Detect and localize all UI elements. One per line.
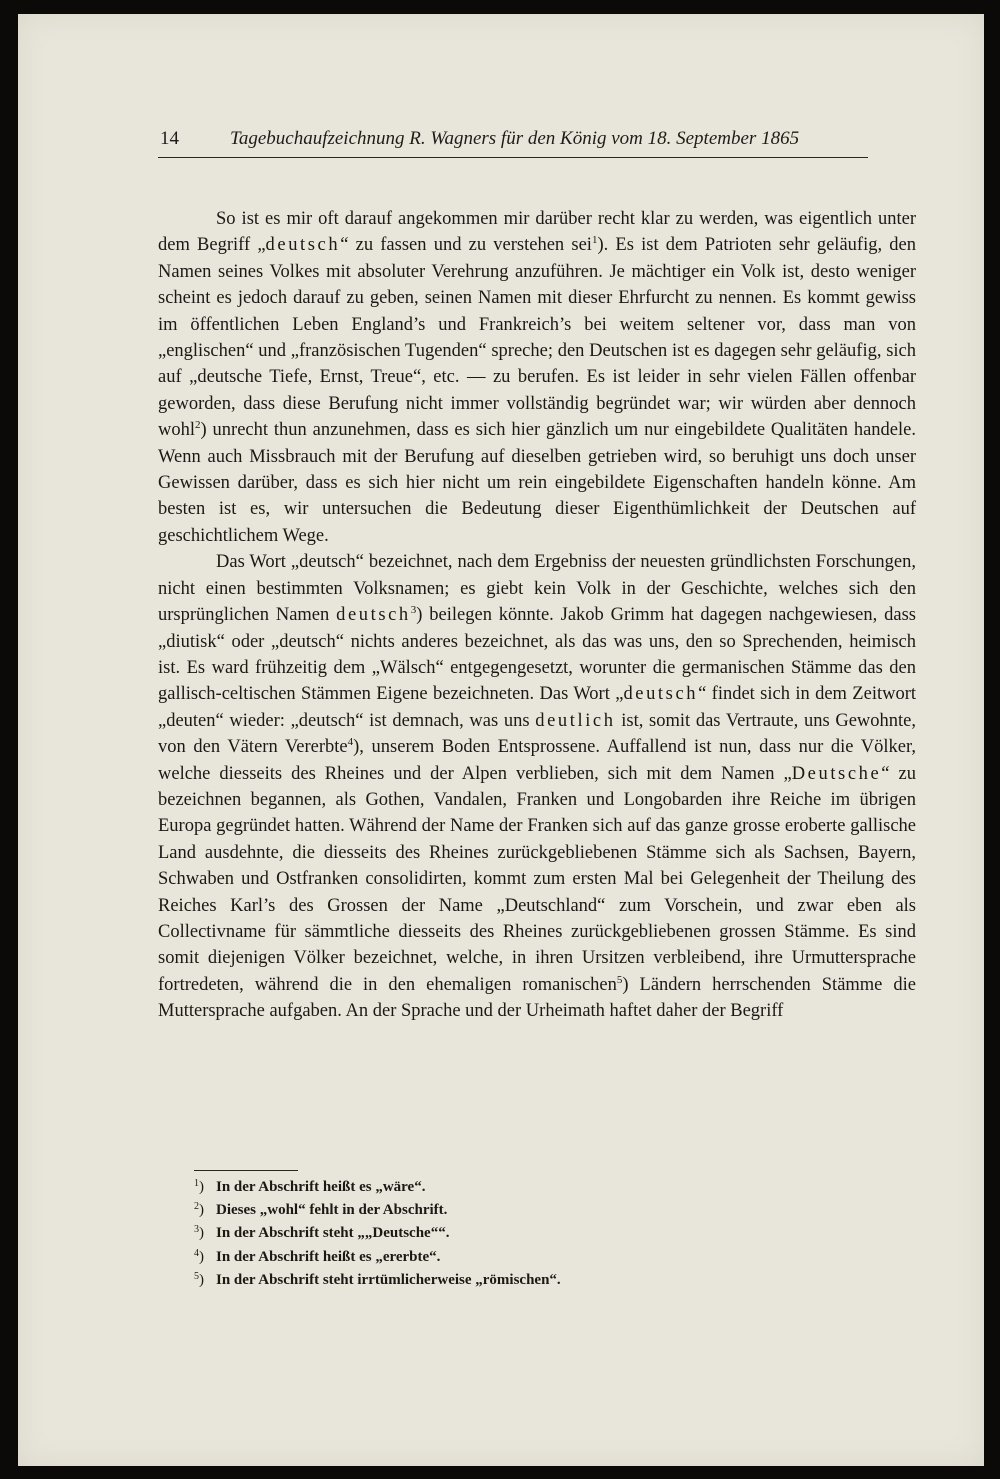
text-span: So ist es mir oft darauf angekommen mir darüber recht klar zu werden, was eigentlich unter dem Begriff „	[158, 209, 916, 256]
text-span: “ zu fassen und zu verstehen sei	[340, 235, 592, 256]
text-span: “ findet sich in dem Zeitwort „deuten“ wieder: „deutsch“ ist demnach, was uns	[158, 684, 917, 731]
book-page	[18, 14, 984, 1466]
text-span: ). Es ist dem Patrioten sehr geläufig, den Namen seines Volkes mit absoluter Verehrung anzuführen. Je mächtiger ein Volk ist, desto weniger scheint es jedoch darauf zu geben, seinen Namen mit dieser Ehrfurcht zu nennen. Es kommt gewiss im öffentlichen Leben England’s und Frankreich’s bei weitem seltener vor, dass man von „englischen“ und „französischen Tugenden“ spreche; den Deutschen ist es dagegen sehr geläufig, sich auf „deutsche Tiefe, Ernst, Treue“, etc. — zu berufen. Es ist leider in sehr vielen Fällen offenbar geworden, dass diese Berufung nicht immer vollständig begründet war; wir würden aber dennoch wohl	[158, 235, 916, 441]
footnote-ref-1[interactable]: 1	[591, 234, 598, 247]
text-span: ) beilegen könnte. Jakob Grimm hat dagegen nachgewiesen, dass „diutisk“ oder „deutsch“ nichts anderes bezeichnet, als das was uns, den so Sprechenden, heimisch ist. Es ward frühzeitig dem „Wälsch“ entgegengesetzt, worunter die germanischen Stämme das den gallisch-celtischen Stämmen Eigene bezeichneten. Das Wort „	[158, 605, 916, 705]
footnote-text: In der Abschrift steht „„Deutsche““.	[216, 1225, 450, 1242]
footnotes	[194, 1176, 834, 1292]
footnote-mark: 3 )	[194, 1230, 216, 1233]
emphasis-deutsch: deutsch	[265, 235, 341, 256]
footnote-ref-3[interactable]: 3	[410, 604, 417, 617]
footnote-4	[194, 1246, 834, 1269]
paragraph-2	[158, 549, 916, 1024]
footnote-5	[194, 1269, 834, 1292]
page-header	[158, 127, 868, 158]
footnote-mark: 1 )	[194, 1184, 216, 1187]
emphasis-deutlich: deutlich	[535, 710, 616, 731]
footnote-ref-5[interactable]: 5	[616, 973, 623, 986]
footnote-text: In der Abschrift steht irrtümlicherweise „römischen“.	[216, 1271, 561, 1288]
emphasis-deutsch: deutsch	[623, 684, 699, 705]
footnote-divider	[194, 1170, 298, 1171]
running-title: Tagebuchaufzeichnung R. Wagners für den König vom 18. September 1865	[230, 128, 800, 149]
footnote-mark: 4 )	[194, 1254, 216, 1257]
text-span: ) Ländern herrschenden Stämme die Muttersprache aufgaben. An der Sprache und der Urheimath haftet daher der Begriff	[158, 974, 916, 1022]
footnote-text: In der Abschrift heißt es „wäre“.	[216, 1179, 426, 1195]
text-span: “ zu bezeichnen begannen, als Gothen, Vandalen, Franken und Longobarden ihre Reiche im übrigen Europa gegründet hatten. Während der Name der Franken sich auf das ganze grosse eroberte gallische Land ausdehnte, die diesseits des Rheines zurückgebliebenen Stämme sich als Sachsen, Bayern, Schwaben und Ostfranken consolidirten, kommt zum ersten Mal bei Gelegenheit der Theilung des Reiches Karl’s des Grossen der Name „Deutschland“ zum Vorschein, und zwar eben als Collectivname für sämmtliche diesseits des Rheines zurückgebliebenen grossen Stämme. Es sind somit diejenigen Völker bezeichnet, welche, in ihren Ursitzen verbleibend, ihre Urmuttersprache fortredeten, während die in den ehemaligen romanischen	[158, 763, 916, 995]
footnote-mark: 5 )	[194, 1277, 216, 1280]
footnote-3	[194, 1222, 834, 1245]
page-number: 14	[160, 128, 179, 149]
footnote-text: Dieses „wohl“ fehlt in der Abschrift.	[216, 1202, 448, 1219]
footnote-2	[194, 1199, 834, 1222]
footnote-ref-4[interactable]: 4	[347, 736, 354, 749]
text-span: ) unrecht thun anzunehmen, dass es sich hier gänzlich um nur eingebildete Qualitäten handele. Wenn auch Missbrauch mit der Berufung auf dieselben getrieben wird, so beruhigt uns doch unser Gewissen darüber, dass es sich hier nicht um rein eingebildete Eigenschaften handeln könne. Am besten ist es, wir untersuchen die Bedeutung dieser Eigenthümlichkeit der Deutschen auf geschichtlichem Wege.	[158, 420, 916, 546]
footnote-mark: 2 )	[194, 1207, 216, 1210]
footnote-ref-2[interactable]: 2	[195, 419, 201, 432]
text-span: ist, somit das Vertraute, uns Gewohnte, von den Vätern Vererbte	[158, 710, 916, 758]
text-span: ), unserem Boden Entsprossene. Auffallend ist nun, dass nur die Völker, welche diesseits des Rheines und der Alpen verblieben, sich mit dem Namen „	[158, 737, 917, 784]
paragraph-1	[158, 206, 916, 549]
footnote-1	[194, 1176, 834, 1199]
emphasis-deutsche: Deutsche	[791, 763, 882, 784]
footnote-text: In der Abschrift heißt es „ererbte“.	[216, 1248, 441, 1265]
body-text	[158, 206, 916, 1025]
emphasis-deutsch: deutsch	[336, 605, 411, 626]
text-span: Das Wort „deutsch“ bezeichnet, nach dem Ergebniss der neuesten gründlichsten Forschungen, nicht einen bestimmten Volksnamen; es giebt kein Volk in der Geschichte, welches sich den ursprünglichen Namen	[158, 552, 916, 626]
